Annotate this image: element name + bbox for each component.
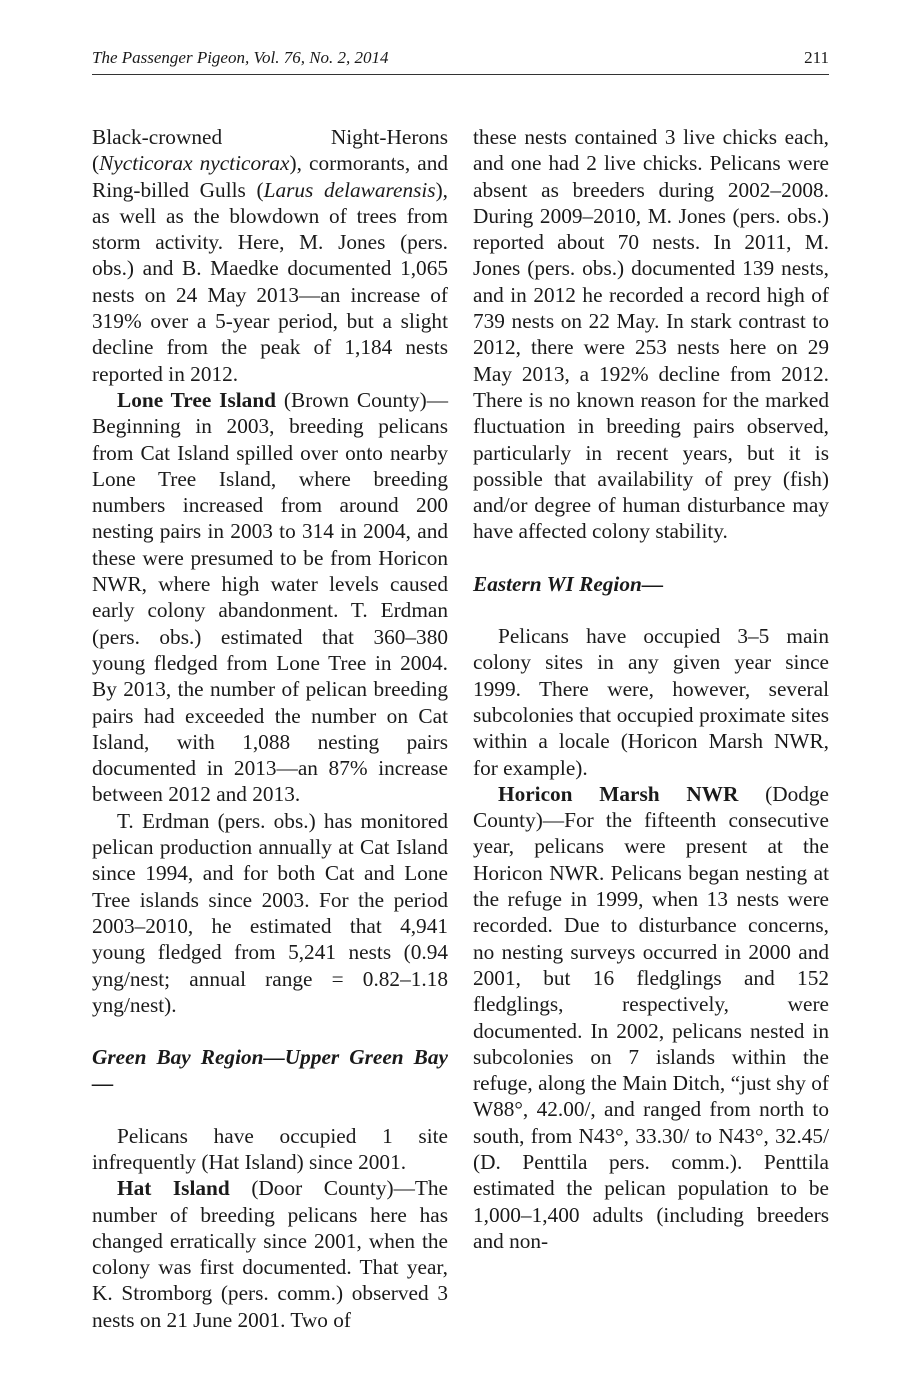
paragraph: Black-crowned Night-Herons (Nycticorax nycticorax), cormorants, and Ring-billed Gulls (Larus delawarensis), as well as the blowdown of trees from storm activity. Here, M. Jones (pers. obs.) and B. Maedke documented 1,065 nests on 24 May 2013—an increase of 319% over a 5-year period, but a slight decline from the peak of 1,184 nests reported in 2012. [92,125,449,386]
site-name: Lone Tree Island [117,387,277,412]
journal-citation: The Passenger Pigeon, Vol. 76, No. 2, 2014 [92,48,389,67]
left-column [92,124,448,1333]
section-heading: Green Bay Region—Upper Green Bay— [92,1045,448,1096]
paragraph: T. Erdman (pers. obs.) has monitored pelican production annually at Cat Island since 1994, and for both Cat and Lone Tree islands since 2003. For the period 2003–2010, he estimated that 4,941 young fledged from 5,241 nests (0.94 yng/nest; annual range = 0.82–1.18 yng/nest). [92,808,448,1017]
paragraph: Pelicans have occupied 3–5 main colony sites in any given year since 1999. There were, however, several subcolonies that occupied proximate sites within a locale (Horicon Marsh NWR, for example). [473,624,829,780]
running-header [92,48,829,75]
paragraph-hat-island: Hat Island (Door County)—The number of breeding pelicans here has changed erratically since 2001, when the colony was first documented. That year, K. Stromborg (pers. comm.) observed 3 nests on 21 June 2001. Two of [92,1176,448,1332]
site-name: Horicon Marsh NWR [498,781,739,806]
paragraph: these nests contained 3 live chicks each, and one had 2 live chicks. Pelicans were absent as breeders during 2002–2008. During 2009–2010, M. Jones (pers. obs.) reported about 70 nests. In 2011, M. Jones (pers. obs.) documented 139 nests, and in 2012 he recorded a record high of 739 nests on 22 May. In stark contrast to 2012, there were 253 nests here on 29 May 2013, a 192% decline from 2012. There is no known reason for the marked fluctuation in breeding pairs observed, particularly in recent years, but it is possible that availability of prey (fish) and/or degree of human disturbance may have affected colony stability. [473,125,829,544]
paragraph-horicon-marsh: Horicon Marsh NWR (Dodge County)—For the fifteenth consecutive year, pelicans were present at the Horicon NWR. Pelicans began nesting at the refuge in 1999, when 13 nests were recorded. Due to disturbance concerns, no nesting surveys occurred in 2000 and 2001, but 16 fledglings and 152 fledglings, respectively, were documented. In 2002, pelicans nested in subcolonies on 7 islands within the refuge, along the Main Ditch, “just shy of W88°, 42.00/, and ranged from north to south, from N43°, 33.30/ to N43°, 32.45/ (D. Penttila pers. comm.). Penttila estimated the pelican population to be 1,000–1,400 adults (including breeders and non- [473,781,829,1253]
section-heading: Eastern WI Region— [473,571,664,596]
scientific-name: Larus delawarensis [263,177,436,202]
paragraph-lone-tree-island: Lone Tree Island (Brown County)—Beginning in 2003, breeding pelicans from Cat Island spilled over onto nearby Lone Tree Island, where breeding numbers increased from around 200 nesting pairs in 2003 to 314 in 2004, and these were presumed to be from Horicon NWR, where high water levels caused early colony abandonment. T. Erdman (pers. obs.) estimated that 360–380 young fledged from Lone Tree in 2004. By 2013, the number of pelican breeding pairs had exceeded the number on Cat Island, with 1,088 nesting pairs documented in 2013—an 87% increase between 2012 and 2013. [92,387,448,807]
right-column [473,124,829,1254]
paragraph: Pelicans have occupied 1 site infrequently (Hat Island) since 2001. [92,1123,448,1174]
scientific-name: Nycticorax nycticorax [99,151,290,176]
page-number: 211 [804,48,829,67]
site-name: Hat Island [117,1176,230,1201]
